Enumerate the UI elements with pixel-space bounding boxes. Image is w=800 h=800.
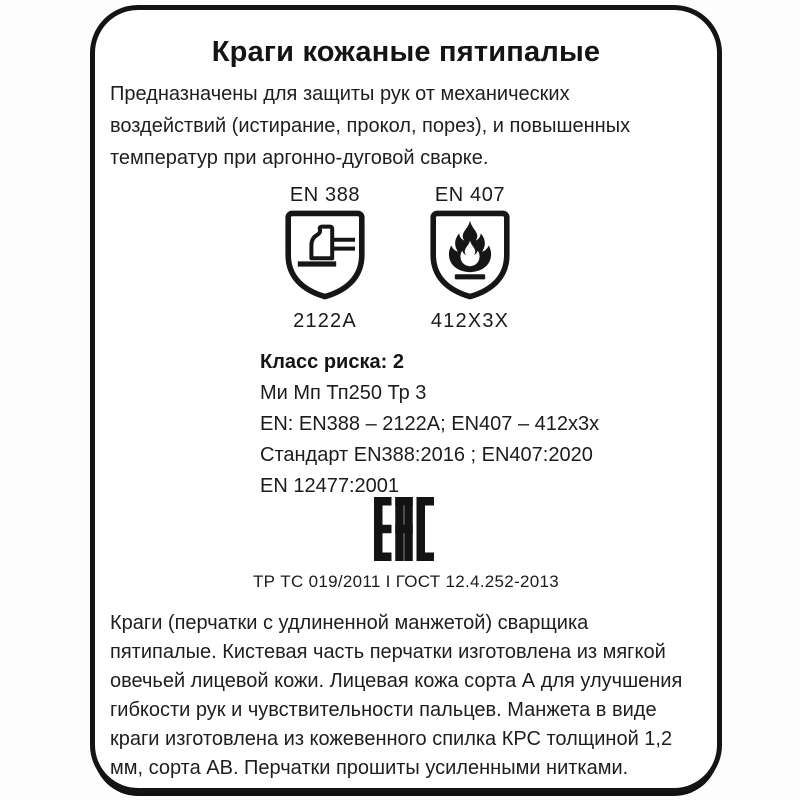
en407-standard-label: EN 407	[434, 184, 506, 206]
en407-rating: 412X3X	[430, 310, 510, 332]
intro-line: Предназначены для защиты рук от механических	[110, 83, 570, 105]
description-line: пятипалые. Кистевая часть перчатки изготовлена из мягкой	[110, 641, 666, 663]
page-title: Краги кожаные пятипалые	[211, 36, 601, 68]
certification-en388	[245, 184, 405, 333]
en388-rating: 2122A	[293, 310, 357, 332]
spec-line: EN 12477:2001	[260, 475, 400, 497]
description-paragraph	[110, 609, 682, 783]
intro-line: воздействий (истирание, прокол, порез), и повышенных	[110, 115, 631, 137]
description-line: овечьей лицевой кожи. Лицевая кожа сорта А для улучшения	[110, 670, 683, 692]
intro-line: температур при аргонно-дуговой сварке.	[110, 147, 489, 169]
description-line: гибкости рук и чувствительности пальцев. Манжета в виде	[110, 699, 657, 721]
spec-line: Стандарт EN388:2016 ; EN407:2020	[260, 444, 593, 466]
spec-block	[260, 347, 599, 502]
heat-flame-shield-icon	[430, 210, 510, 305]
eac-conformity-mark-icon	[373, 497, 435, 561]
product-label-card	[90, 5, 722, 793]
risk-class-label: Класс риска: 2	[260, 351, 404, 373]
mechanical-hazard-shield-icon	[285, 210, 365, 305]
regulation-line: ТР ТС 019/2011 I ГОСТ 12.4.252-2013	[252, 572, 560, 591]
description-line: мм, сорта АВ. Перчатки прошиты усиленными нитками.	[110, 757, 629, 779]
spec-line: Ми Мп Тп250 Тр 3	[260, 382, 427, 404]
en388-standard-label: EN 388	[289, 184, 361, 206]
intro-paragraph	[110, 78, 630, 174]
spec-line: EN: EN388 – 2122A; EN407 – 412x3x	[260, 413, 600, 435]
description-line: краги изготовлена из кожевенного спилка КРС толщиной 1,2	[110, 728, 673, 750]
description-line: Краги (перчатки с удлиненной манжетой) сварщика	[110, 612, 589, 634]
certification-en407	[390, 184, 550, 333]
